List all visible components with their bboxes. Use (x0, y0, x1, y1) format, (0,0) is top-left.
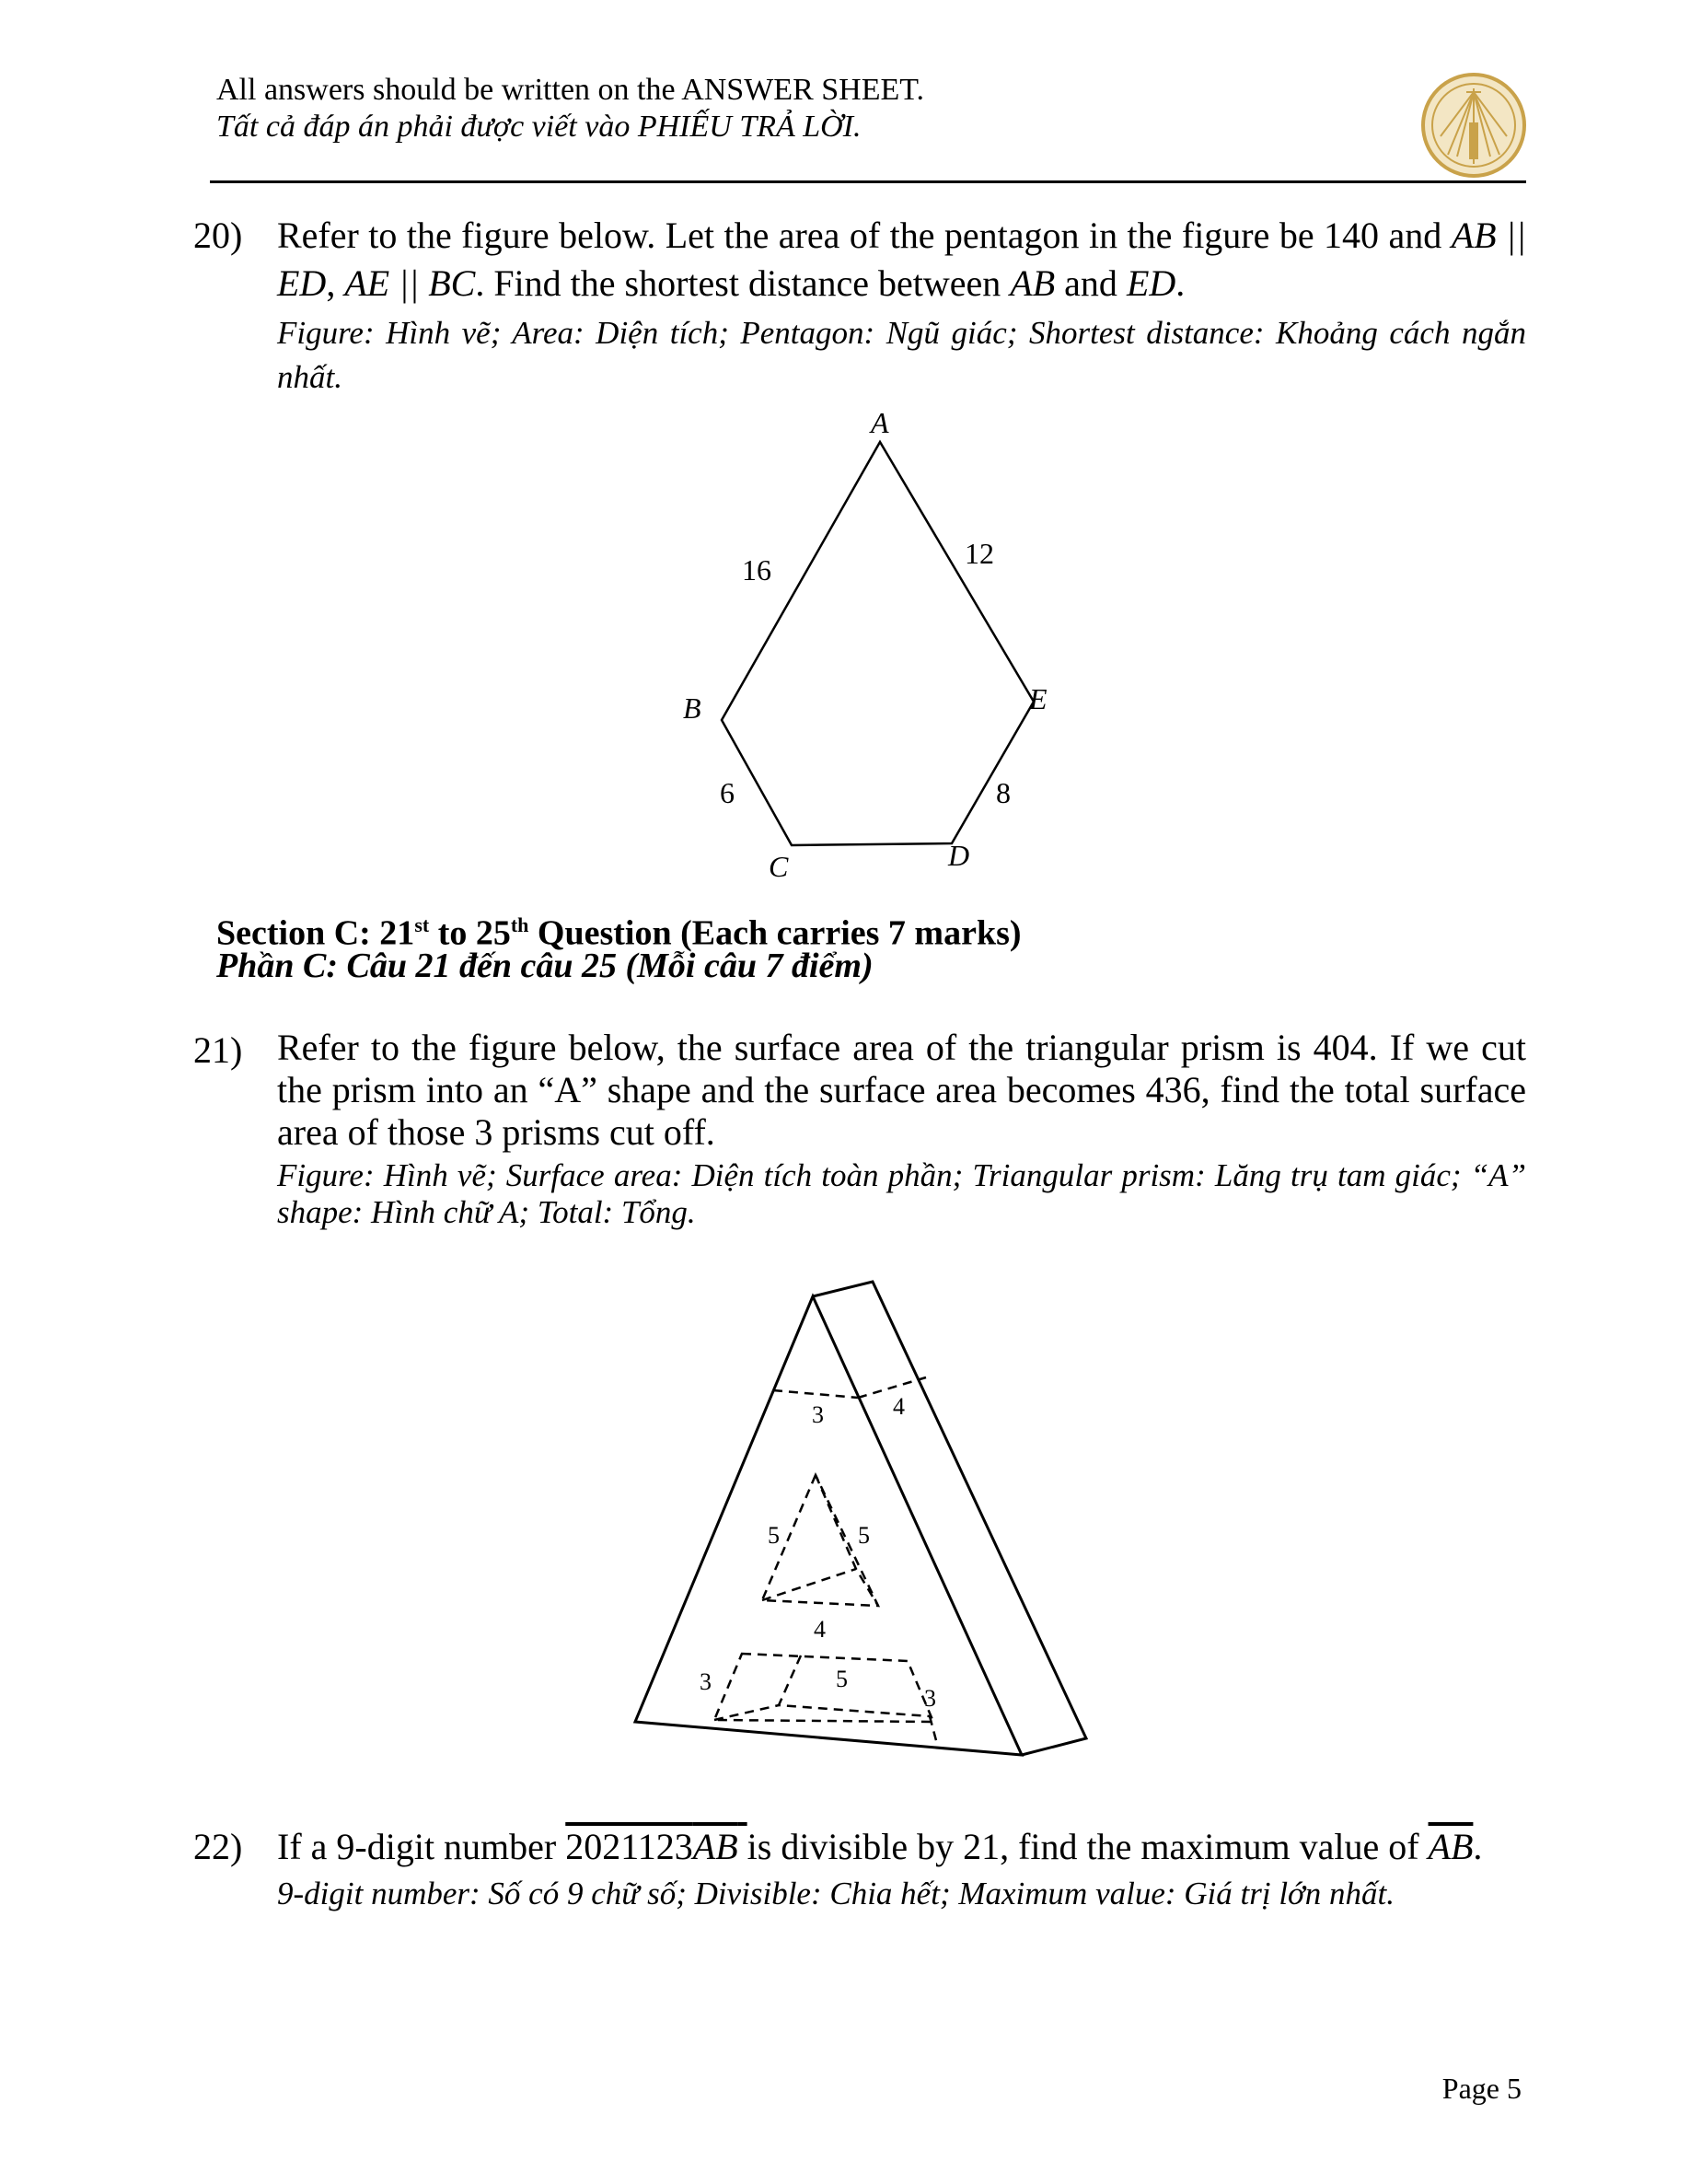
pentagon-shape (722, 442, 1034, 845)
q22-text (277, 1823, 1526, 1871)
vertex-d-label: D (948, 839, 970, 872)
page-number: Page 5 (1441, 2072, 1522, 2105)
vertex-a-label: A (871, 406, 889, 439)
trap-left-label: 3 (700, 1668, 712, 1695)
triangle-cut-back (762, 1569, 856, 1600)
q20-math-ae-bc: AE || BC (344, 262, 476, 304)
q20-gloss: Figure: Hình vẽ; Area: Diện tích; Pentagon: Ngũ giác; Shortest distance: Khoảng cách ngắn nhất. (277, 315, 1526, 395)
trapezoid-cut-depth (779, 1655, 930, 1716)
trapezoid-cut-right (930, 1716, 937, 1744)
trap-top-label: 5 (836, 1666, 848, 1692)
prism-side-edges (813, 1282, 1086, 1755)
q22-end: . (1473, 1826, 1483, 1867)
length-ed-label: 8 (996, 776, 1011, 809)
vertex-b-label: B (683, 691, 701, 725)
q20-ab: AB (1010, 262, 1056, 304)
section-c-sup-st: st (414, 913, 430, 936)
q21-number: 21) (193, 1029, 243, 1071)
tri-right-label: 5 (858, 1522, 870, 1549)
trapezoid-cut-back (714, 1705, 779, 1720)
section-c-title-post: Question (Each carries 7 marks) (528, 913, 1022, 953)
q22-body (277, 1823, 1526, 1913)
vertex-c-label: C (769, 850, 789, 883)
q22-ab: $\overline{AB}$ (1428, 1826, 1474, 1867)
section-c-title-pre: Section C: 21 (216, 913, 415, 953)
section-c-sup-th: th (510, 913, 529, 936)
section-c-title-mid: to 25 (429, 913, 511, 953)
q22-text-a: If a 9-digit number (277, 1826, 566, 1867)
q22-digits: 2021123 (565, 1826, 693, 1867)
q22-gloss: 9-digit number: Số có 9 chữ số; Divisible: Chia hết; Maximum value: Giá trị lớn nhất. (277, 1876, 1395, 1911)
q20-text-a: Refer to the figure below. Let the area of the pentagon in the figure be 140 and (277, 215, 1452, 256)
length-ae-label: 12 (965, 537, 994, 570)
pentagon-figure (0, 0, 1690, 921)
q20-ed: ED (1126, 262, 1176, 304)
q20-sep: , (326, 262, 345, 304)
q20-math-ab-ed: AB || ED (277, 215, 1526, 304)
q20-and: and (1055, 262, 1127, 304)
tri-left-label: 5 (768, 1522, 780, 1549)
q22-text-b: is divisible by 21, find the maximum value of (747, 1826, 1429, 1867)
header-line-en: All answers should be written on the ANSWER SHEET. (216, 73, 925, 107)
top-width-label: 3 (812, 1401, 824, 1428)
section-c-title-vi: Phần C: Câu 21 đến câu 25 (Mỗi câu 7 điểm) (216, 947, 874, 985)
q20-end: . (1175, 262, 1186, 304)
top-cut-side (858, 1377, 926, 1398)
vertex-e-label: E (1029, 682, 1048, 715)
length-bc-label: 6 (720, 776, 735, 809)
q20-number: 20) (193, 215, 243, 256)
q22-number: 22) (193, 1826, 243, 1867)
length-ab-label: 16 (742, 553, 771, 587)
header-line-vi: Tất cả đáp án phải được viết vào PHIẾU TRẢ LỜI. (216, 110, 862, 144)
prism-figure (0, 1197, 1690, 1786)
top-cut-front (773, 1390, 858, 1398)
q21-gloss: Figure: Hình vẽ; Surface area: Diện tích toàn phần; Triangular prism: Lăng trụ tam giác; “A” shape: Hình chữ A; Total: Tổng. (277, 1157, 1526, 1230)
q22-letters: AB (692, 1826, 738, 1867)
q20-text-b: . Find the shortest distance between (475, 262, 1011, 304)
top-depth-label: 4 (893, 1393, 905, 1420)
q22-number-overline (565, 1826, 747, 1867)
prism-front-face (635, 1296, 1022, 1755)
tri-base-label: 4 (814, 1616, 826, 1643)
q21-text: Refer to the figure below, the surface area of the triangular prism is 404. If we cut the prism into an “A” shape and the surface area becomes 436, find the total surface area of those 3 prisms cut off. (277, 1027, 1526, 1153)
trap-right-label: 3 (924, 1685, 936, 1712)
